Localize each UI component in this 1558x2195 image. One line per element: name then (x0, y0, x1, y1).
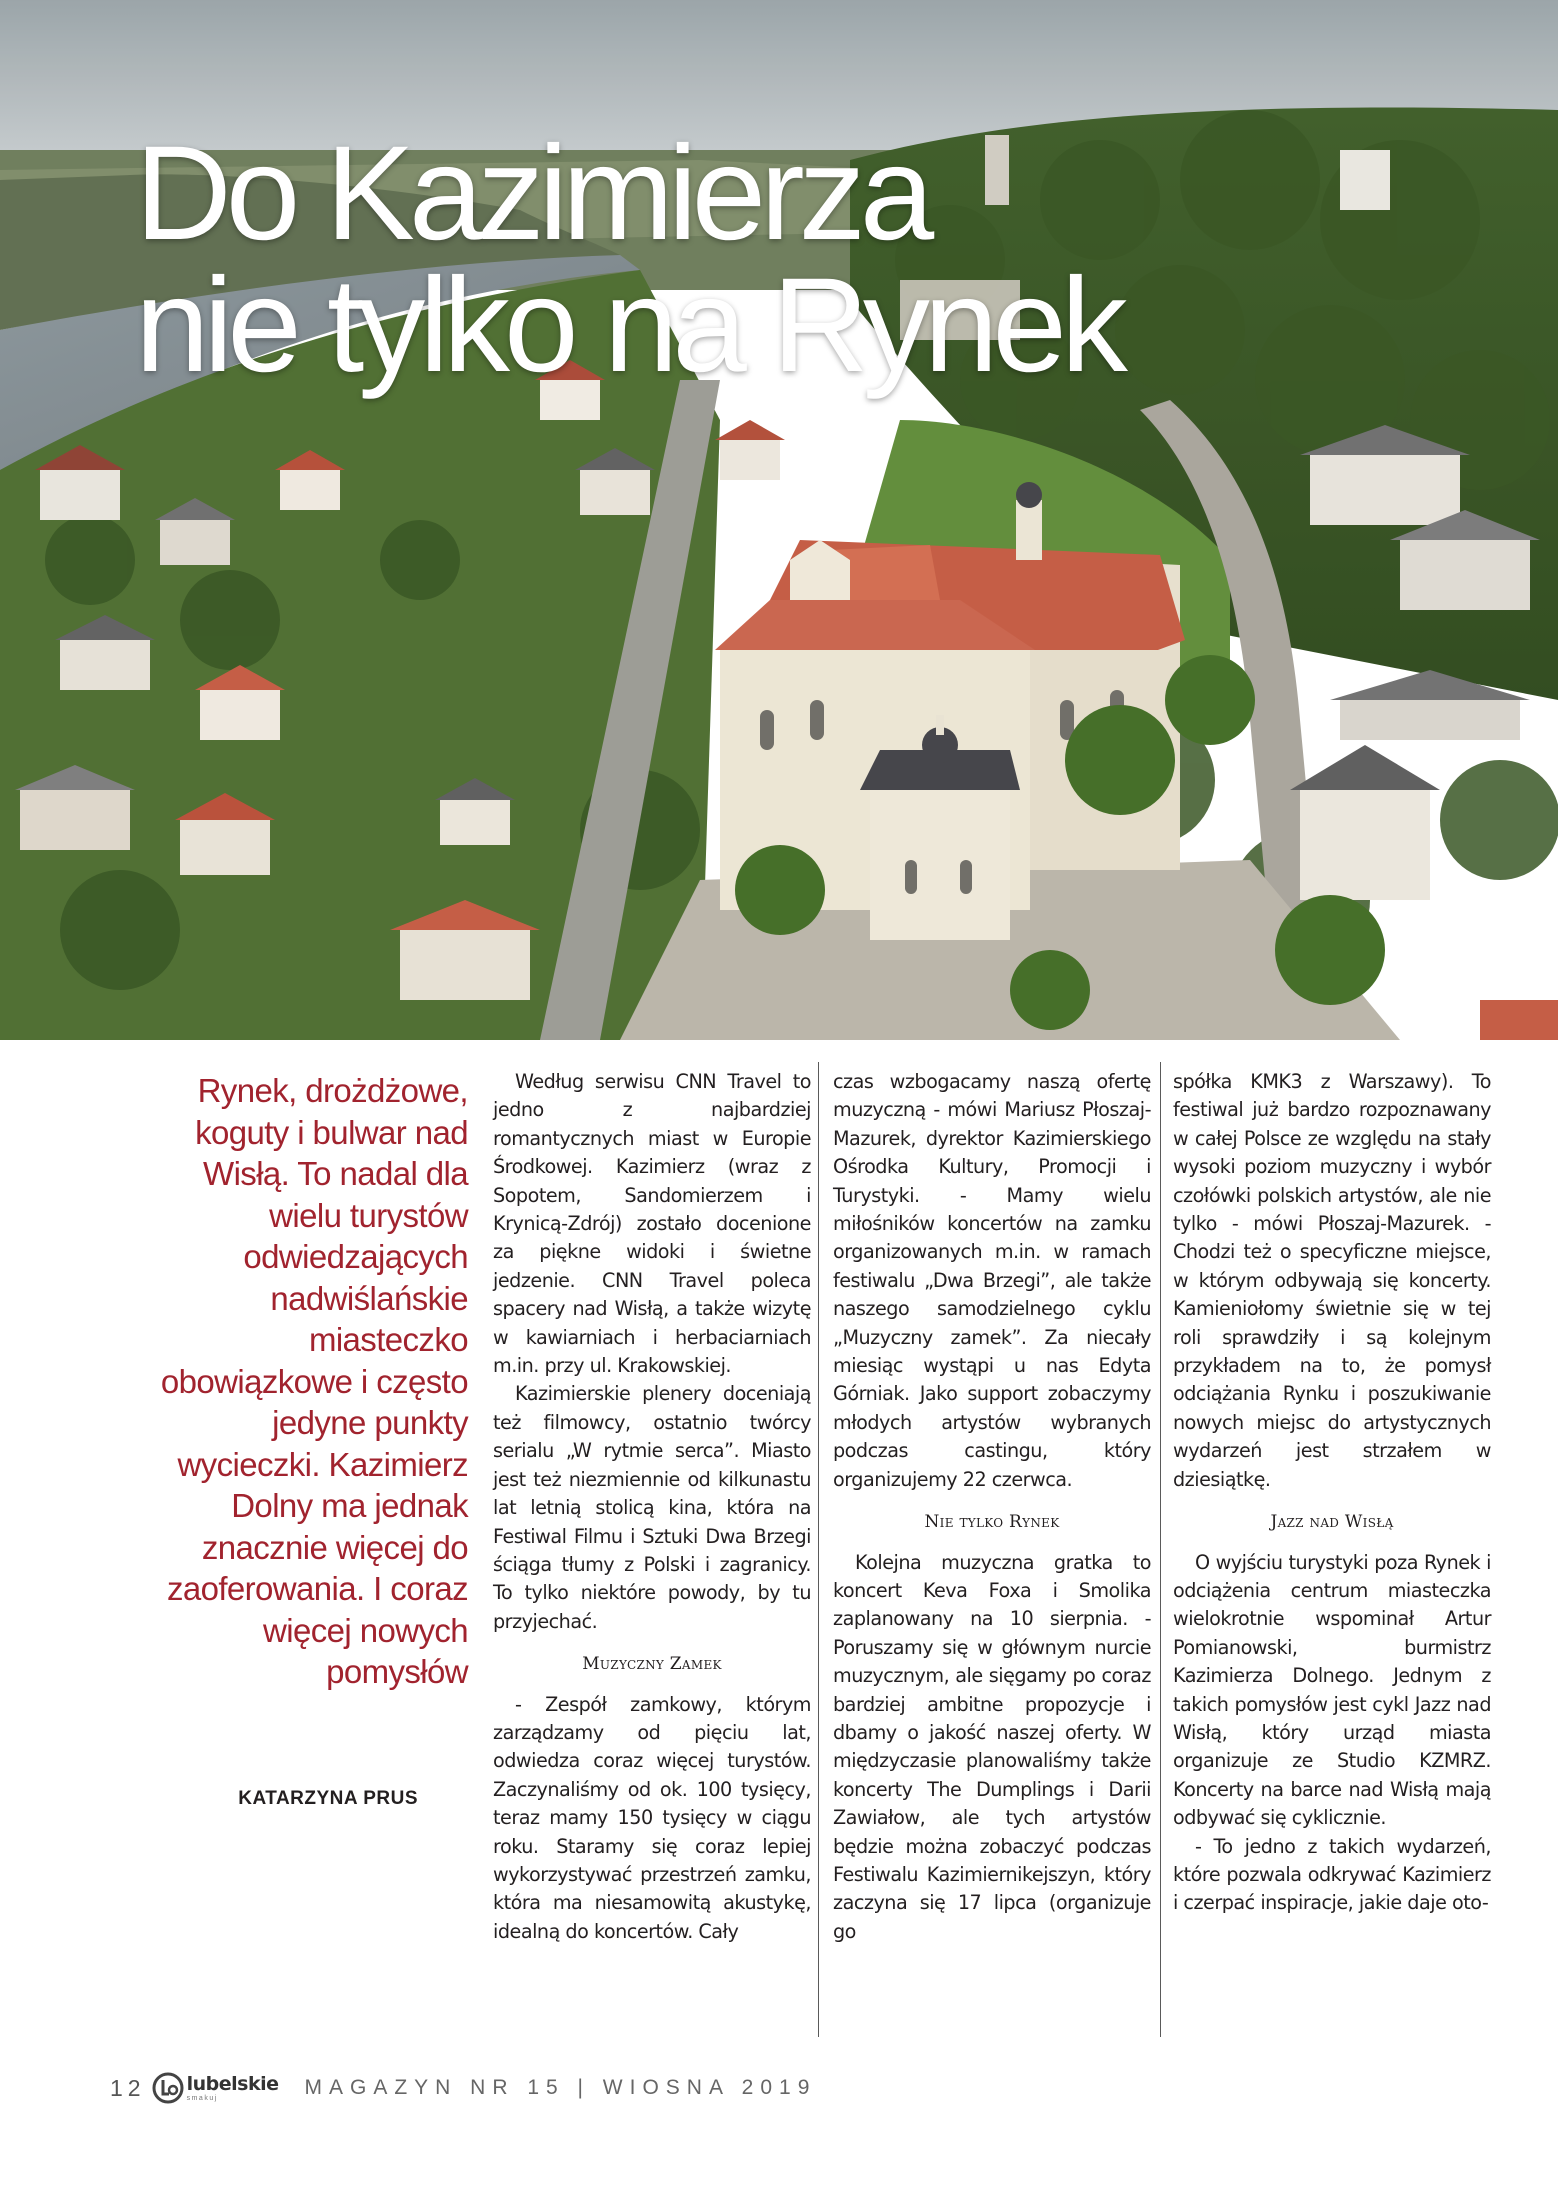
paragraph: - Zespół zamkowy, którym zarządzamy od pięciu lat, odwiedza coraz więcej turystów. Zaczynaliśmy od ok. 100 tysięcy, teraz mamy 150 tysięcy w ciągu roku. Staramy się coraz lepiej wykorzystywać przestrzeń zamku, która ma niesamowitą akustykę, idealną do koncertów. Cały (493, 1692, 811, 1943)
body-column-3 (1173, 1068, 1491, 1918)
article-author: KATARZYNA PRUS (238, 1788, 418, 1809)
section-heading: Muzyczny Zamek (582, 1654, 722, 1675)
paragraph: czas wzbogacamy naszą ofertę muzyczną - mówi Mariusz Płoszaj-Mazurek, dyrektor Kazimierskiego Ośrodka Kultury, Promocji i Turystyki. - Mamy wielu miłośników koncertów na zamku organizowanych m.in. w ramach festiwalu „Dwa Brzegi”, ale także naszego samodzielnego cyklu „Muzyczny zamek”. Za niecały miesiąc wystąpi u nas Edyta Górniak. Jako support zobaczymy młodych artystów wybranych podczas castingu, który organizujemy 22 czerwca. (833, 1070, 1151, 1491)
paragraph: Kolejna muzyczna gratka to koncert Keva Foxa i Smolika zaplanowany na 10 sierpnia. - Poruszamy się w głównym nurcie muzycznym, ale sięgamy po coraz bardziej ambitne propozycje i dbamy o jakość naszej oferty. W międzyczasie planowaliśmy także koncerty The Dumplings i Darii Zawiałow, ale tych artystów będzie można zobaczyć podczas Festiwalu Kazimiernikejszyn, który zaczyna się 17 lipca (organizuje go (833, 1550, 1151, 1943)
page-footer (110, 2068, 816, 2108)
paragraph: - To jedno z takich wydarzeń, które pozwala odkrywać Kazimierz i czerpać inspiracje, jakie daje oto- (1173, 1834, 1491, 1915)
paragraph: Kazimierskie plenery doceniają też filmowcy, ostatnio twórcy serialu „W rytmie serca”. Miasto jest też niezmiennie od kilkunastu lat letnią stolicą kina, która na Festiwal Filmu i Sztuki Dwa Brzegi ściąga tłumy z Polski i zagranicy. To tylko niektóre powody, by tu przyjechać. (493, 1382, 811, 1633)
section-heading: Nie tylko Rynek (924, 1512, 1060, 1533)
body-column-2 (833, 1068, 1151, 1946)
paragraph: Według serwisu CNN Travel to jedno z najbardziej romantycznych miast w Europie Środkowej. Kazimierz (wraz z Sopotem, Sandomierzem i Krynicą-Zdrój) zostało docenione za piękne widoki i świetne jedzenie. CNN Travel poleca spacery nad Wisłą, a także wizytę w kawiarniach i herbaciarniach m.in. przy ul. Krakowskiej. (493, 1070, 811, 1378)
column-divider (818, 1062, 819, 2037)
article-title (135, 119, 1122, 400)
page-number: 12 (110, 2074, 146, 2101)
magazine-issue: MAGAZYN NR 15 | WIOSNA 2019 (304, 2076, 817, 2099)
paragraph: spółka KMK3 z Warszawy). To festiwal już bardzo rozpoznawany w całej Polsce ze względu na stały wysoki poziom muzyczny i wybór czołówki polskich artystów, ale nie tylko - mówi Płoszaj-Mazurek. - Chodzi też o specyficzne miejsce, w którym odbywają się koncerty. Kamieniołomy świetnie się w tej roli sprawdziły i są kolejnym przykładem na to, że pomysł odciążania Rynku i poszukiwanie nowych miejsc do artystycznych wydarzeń jest strzałem w dziesiątkę. (1173, 1070, 1491, 1491)
section-heading: Jazz nad Wisłą (1270, 1512, 1394, 1533)
publication-logo (152, 2072, 279, 2104)
article-lead: Rynek, drożdżowe, koguty i bulwar nad Wisłą. To nadal dla wielu turystów odwiedzających nadwiślańskie miasteczko obowiązkowe i często jedyne punkty wycieczki. Kazimierz Dolny ma jednak znacznie więcej do zaoferowania. I coraz więcej nowych pomysłów (160, 1072, 468, 1690)
logo-tagline: smakuj (186, 2094, 218, 2102)
body-column-1 (493, 1068, 811, 1946)
paragraph: O wyjściu turystyki poza Rynek i odciążenia centrum miasteczka wielokrotnie wspominał Artur Pomianowski, burmistrz Kazimierza Dolnego. Jednym z takich pomysłów jest cykl Jazz nad Wisłą, który urząd miasta organizuje ze Studio KZMRZ. Koncerty na barce nad Wisłą mają odbywać się cyklicznie. (1173, 1550, 1491, 1830)
lubelskie-logo-icon (152, 2072, 184, 2104)
title-line-1: Do Kazimierza (135, 119, 929, 268)
hero-photo (0, 0, 1558, 1040)
title-line-2: nie tylko na Rynek (135, 251, 1122, 400)
column-divider (1160, 1062, 1161, 2037)
logo-name: lubelskie (186, 2072, 279, 2095)
